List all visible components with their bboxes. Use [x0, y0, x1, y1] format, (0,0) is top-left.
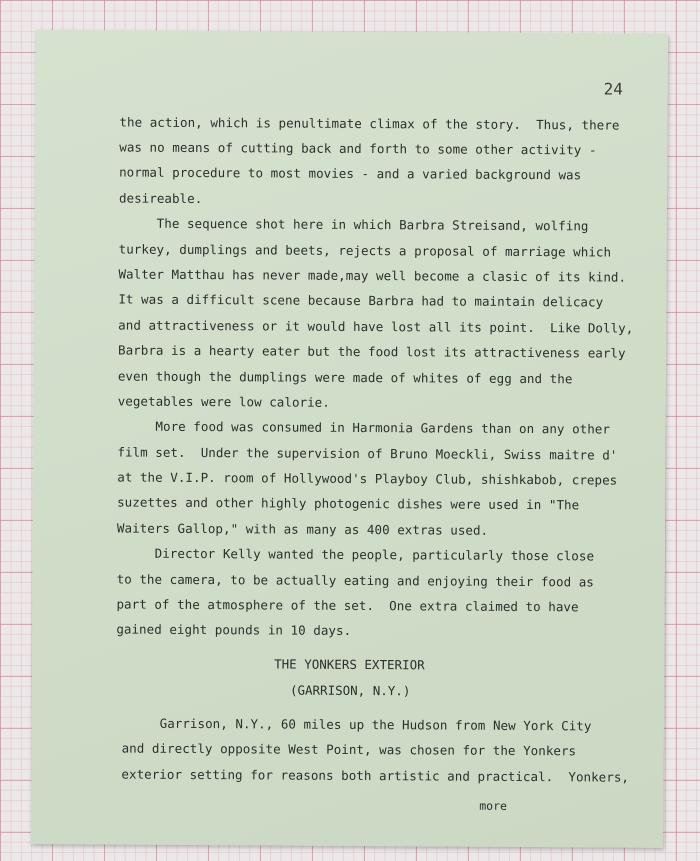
- text-line: to the camera, to be actually eating and enjoying their food as: [116, 571, 594, 590]
- text-line: Director Kelly wanted the people, particularly those close: [116, 545, 595, 564]
- text-line: More food was consumed in Harmonia Gardens than on any other: [117, 418, 611, 437]
- typewritten-page: [31, 30, 668, 848]
- text-line: part of the atmosphere of the set. One extra claimed to have: [116, 596, 579, 615]
- continuation-marker: more: [479, 798, 508, 813]
- text-line: vegetables were low calorie.: [117, 393, 330, 410]
- text-line: suzettes and other highly photogenic dishes were used in "The: [117, 494, 580, 513]
- text-line: normal procedure to most movies - and a varied background was: [119, 164, 582, 183]
- text-line: was no means of cutting back and forth to some other activity -: [119, 139, 597, 158]
- text-line: The sequence shot here in which Barbra Streisand, wolfing: [118, 215, 589, 234]
- text-line: gained eight pounds in 10 days.: [116, 621, 352, 638]
- text-line: and directly opposite West Point, was chosen for the Yonkers: [121, 740, 577, 759]
- text-line: even though the dumplings were made of whites of egg and the: [117, 368, 573, 387]
- text-line: at the V.I.P. room of Hollywood's Playboy Club, shishkabob, crepes: [117, 469, 618, 488]
- text-line: and attractiveness or it would have lost all its point. Like Dolly,: [118, 317, 634, 336]
- page-number: 24: [603, 79, 623, 99]
- text-line: desireable.: [118, 190, 203, 207]
- section-subtitle: (GARRISON, N.Y.): [289, 682, 411, 699]
- text-line: turkey, dumplings and beets, rejects a proposal of marriage which: [118, 241, 612, 260]
- text-line: Barbra is a hearty eater but the food lost its attractiveness early: [118, 342, 626, 361]
- section-title: THE YONKERS EXTERIOR: [274, 656, 425, 673]
- text-line: exterior setting for reasons both artistic and practical. Yonkers,: [121, 766, 630, 785]
- text-line: film set. Under the supervision of Bruno Moeckli, Swiss maitre d': [117, 444, 618, 463]
- text-line: Waiters Gallop," with as many as 400 extras used.: [116, 520, 489, 538]
- text-line: Garrison, N.Y., 60 miles up the Hudson from New York City: [121, 715, 592, 734]
- text-line: Walter Matthau has never made,may well become a clasic of its kind.: [118, 266, 627, 285]
- text-line: the action, which is penultimate climax of the story. Thus, there: [119, 114, 620, 133]
- text-line: It was a difficult scene because Barbra had to maintain delicacy: [118, 291, 604, 310]
